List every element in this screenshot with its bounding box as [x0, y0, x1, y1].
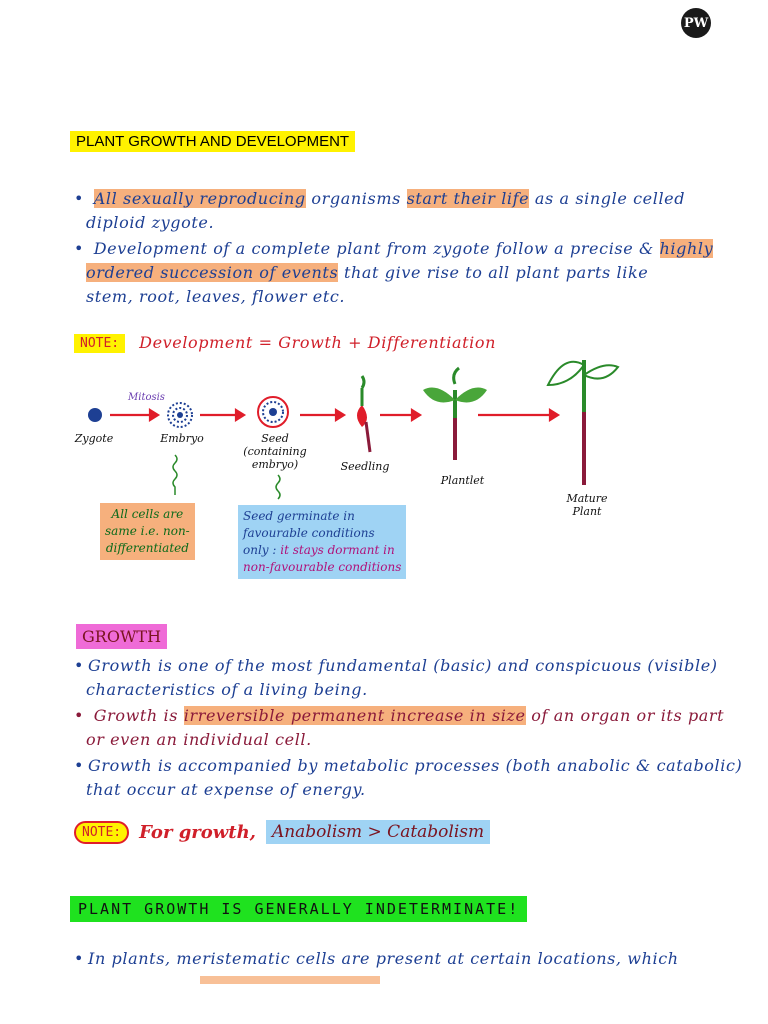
box-fragment: it stays dormant in — [280, 543, 395, 557]
text-fragment: that give rise to all plant parts like — [338, 263, 649, 282]
text-highlight: start their life — [406, 189, 530, 208]
box-line: non-favourable conditions — [243, 560, 402, 574]
growth-bullet-1: • Growth is one of the most fundamental (basic) and conspicuous (visible) — [74, 655, 718, 677]
stage-zygote: Zygote — [74, 432, 114, 445]
embryo-icon — [168, 403, 192, 427]
page-title: PLANT GROWTH AND DEVELOPMENT — [70, 131, 355, 152]
growth-bullet-3-cont: that occur at expense of energy. — [86, 780, 366, 799]
seedling-icon — [357, 376, 370, 452]
stage-seedling: Seedling — [340, 460, 390, 473]
growth-heading: GROWTH — [76, 624, 167, 649]
growth-bullet-3: • Growth is accompanied by metabolic processes (both anabolic & catabolic) — [74, 755, 742, 777]
intro-bullet-2-cont — [86, 262, 648, 284]
text-fragment: organisms — [305, 189, 407, 208]
mitosis-label: Mitosis — [128, 392, 165, 403]
note-tag: NOTE: — [74, 821, 129, 844]
note-development — [74, 332, 496, 354]
text-highlight: ordered succession of events — [86, 263, 339, 282]
embryo-note-box — [100, 503, 195, 560]
note-highlight: Anabolism > Catabolism — [266, 820, 490, 844]
stage-plantlet: Plantlet — [440, 474, 485, 487]
box-fragment: only : — [243, 543, 281, 557]
intro-bullet-1-cont: diploid zygote. — [86, 213, 215, 232]
growth-bullet-1-cont: characteristics of a living being. — [86, 680, 368, 699]
text-fragment: Growth is — [93, 706, 184, 725]
zygote-icon — [88, 408, 102, 422]
stage-seed: Seed (containing embryo) — [243, 432, 307, 471]
mature-plant-icon — [548, 360, 618, 485]
box-line: favourable conditions — [243, 526, 375, 540]
box-line: Seed germinate in — [243, 509, 355, 523]
text-highlight: All sexually reproducing — [93, 189, 306, 208]
indeterminate-banner: PLANT GROWTH IS GENERALLY INDETERMINATE! — [70, 896, 527, 922]
pw-logo: PW — [681, 8, 711, 38]
text-fragment: as a single celled — [529, 189, 686, 208]
meristem-bullet: • In plants, meristematic cells are present at certain locations, which — [74, 948, 679, 970]
note-growth — [74, 820, 490, 844]
intro-bullet-2 — [74, 238, 713, 260]
box-line: same i.e. non- — [105, 524, 190, 538]
seed-note-box — [238, 505, 406, 579]
text-fragment: of an organ or its part — [525, 706, 725, 725]
box-line — [243, 542, 401, 559]
growth-bullet-2 — [74, 705, 724, 727]
stage-embryo: Embryo — [160, 432, 204, 445]
note-tag: NOTE: — [74, 334, 125, 353]
intro-bullet-1 — [74, 188, 685, 210]
box-line: All cells are — [111, 507, 184, 521]
seed-icon — [258, 397, 288, 427]
plantlet-icon — [423, 368, 487, 460]
growth-bullet-2-cont: or even an individual cell. — [86, 730, 312, 749]
note-text: Development = Growth + Differentiation — [139, 333, 497, 352]
text-highlight: highly — [659, 239, 714, 258]
text-highlight: irreversible permanent increase in size — [183, 706, 526, 725]
box-line: differentiated — [105, 541, 189, 555]
text-fragment: Development of a complete plant from zygote follow a precise & — [93, 239, 660, 258]
note-text: For growth, — [139, 821, 256, 843]
stage-mature-plant: Mature Plant — [566, 492, 608, 518]
cutoff-highlight — [200, 976, 380, 984]
intro-bullet-2-cont2: stem, root, leaves, flower etc. — [86, 287, 346, 306]
